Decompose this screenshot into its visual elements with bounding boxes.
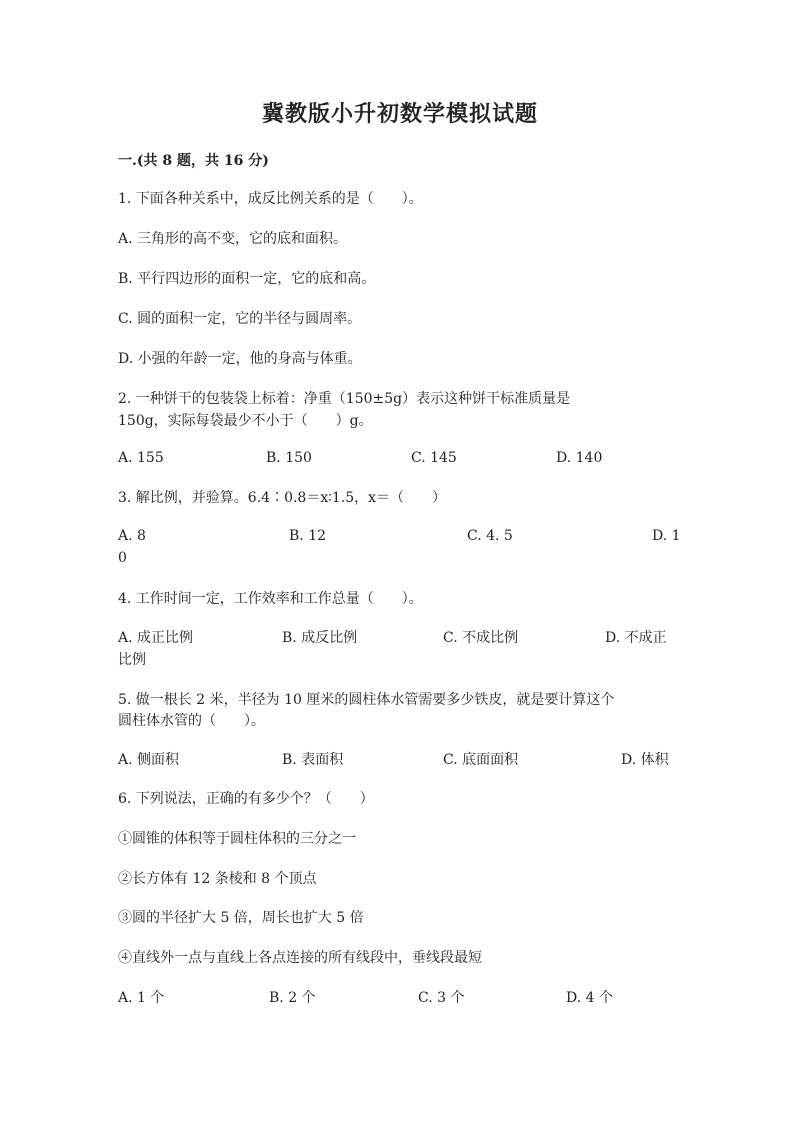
q1-option-c: C. 圆的面积一定，它的半径与圆周率。 [118,311,362,327]
q4-option-b: B. 成反比例 [282,630,358,646]
q5-stem-line2: 圆柱体水管的（ ）。 [118,713,265,729]
q3-option-d: D. 1 [652,528,681,544]
q2-stem-line1: 2. 一种饼干的包装袋上标着：净重（150±5g）表示这种饼干标准质量是 [118,391,571,407]
q1-option-b: B. 平行四边形的面积一定，它的底和高。 [118,271,376,287]
q4-option-a: A. 成正比例 [118,630,194,646]
q6-option-a: A. 1 个 [118,990,165,1006]
q2-option-b: B. 150 [266,450,312,466]
q3-stem: 3. 解比例，并验算。6.4∶0.8＝x∶1.5，x＝（ ） [118,490,447,506]
q5-option-d: D. 体积 [621,752,669,768]
q6-statement-2: ②长方体有 12 条棱和 8 个顶点 [118,871,317,887]
q5-option-b: B. 表面积 [282,752,344,768]
q3-option-b: B. 12 [289,528,327,544]
q3-option-d-continued: 0 [118,550,127,566]
q6-option-b: B. 2 个 [269,990,316,1006]
q1-option-a: A. 三角形的高不变，它的底和面积。 [118,231,348,247]
q4-option-d: D. 不成正 [605,630,667,646]
q2-option-c: C. 145 [411,450,457,466]
q6-stem: 6. 下列说法，正确的有多少个？（ ） [118,791,374,807]
q5-option-a: A. 侧面积 [118,752,180,768]
q6-statement-3: ③圆的半径扩大 5 倍，周长也扩大 5 倍 [118,910,364,926]
q2-stem-line2: 150g，实际每袋最少不小于（ ）g。 [118,413,373,429]
q6-option-d: D. 4 个 [566,990,613,1006]
q3-option-c: C. 4. 5 [467,528,513,544]
page-title: 冀教版小升初数学模拟试题 [261,101,538,127]
q5-option-c: C. 底面面积 [443,752,519,768]
q5-stem-line1: 5. 做一根长 2 米，半径为 10 厘米的圆柱体水管需要多少铁皮，就是要计算这个 [118,692,615,708]
q4-option-d-continued: 比例 [118,652,146,668]
q4-stem: 4. 工作时间一定，工作效率和工作总量（ ）。 [118,591,423,607]
q1-option-d: D. 小强的年龄一定，他的身高与体重。 [118,351,362,367]
q4-option-c: C. 不成比例 [443,630,519,646]
section-heading: 一.(共 8 题，共 16 分) [118,153,269,169]
q6-statement-1: ①圆锥的体积等于圆柱体积的三分之一 [118,831,356,847]
q2-option-a: A. 155 [118,450,164,466]
q6-statement-4: ④直线外一点与直线上各点连接的所有线段中，垂线段最短 [118,950,482,966]
q2-option-d: D. 140 [556,450,603,466]
q3-option-a: A. 8 [118,528,146,544]
q1-stem: 1. 下面各种关系中，成反比例关系的是（ ）。 [118,191,423,207]
q6-option-c: C. 3 个 [418,990,465,1006]
